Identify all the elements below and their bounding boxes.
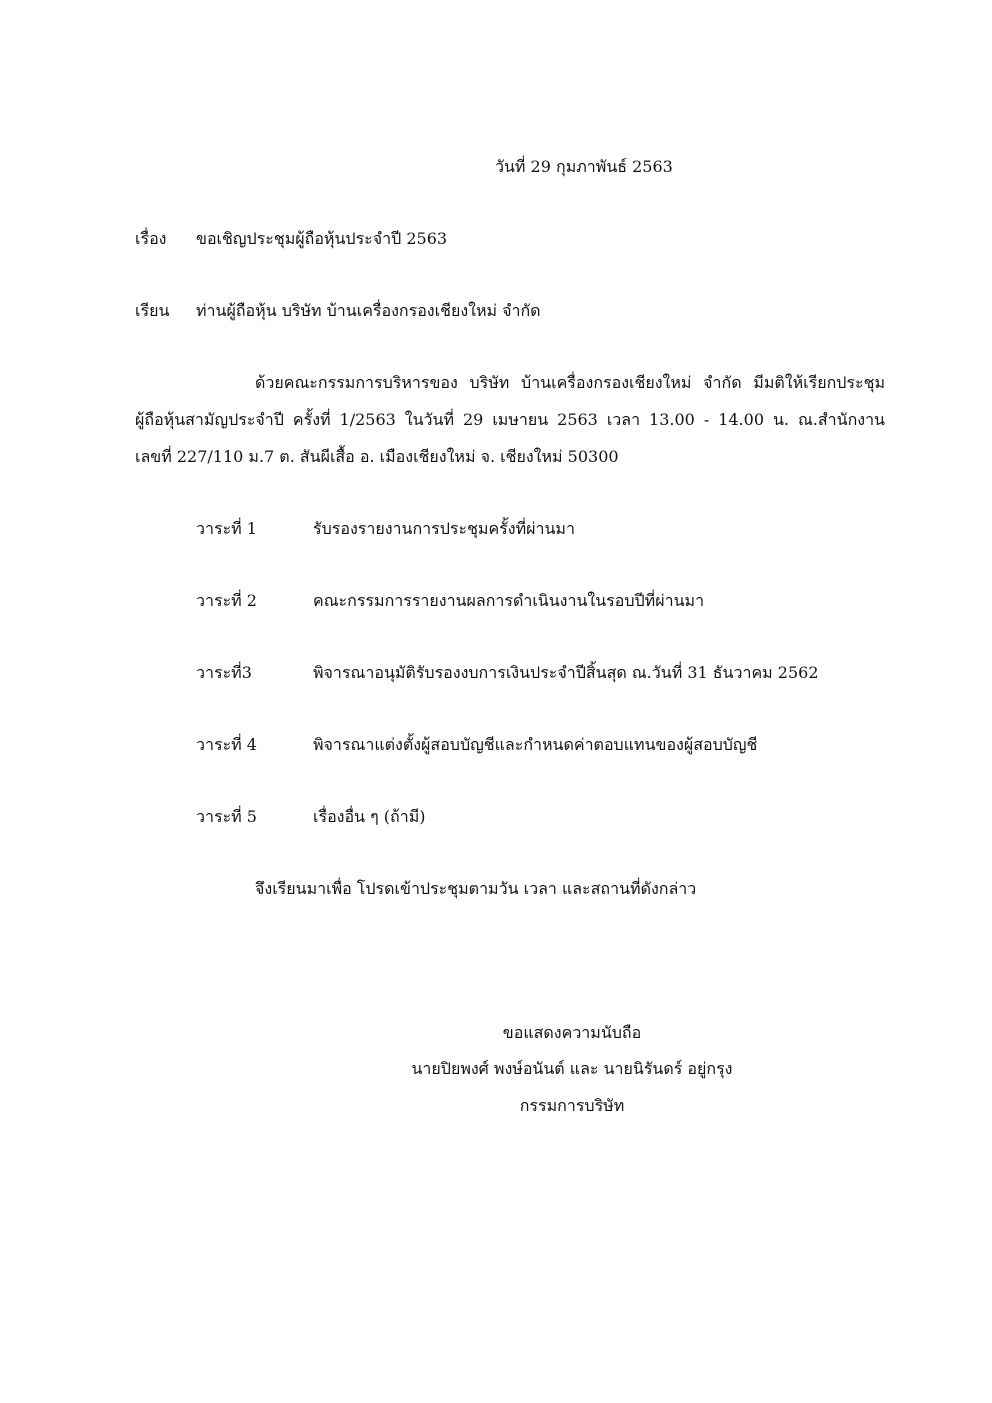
body-line-3: เลขที่ 227/110 ม.7 ต. สันผีเสื้อ อ. เมืองเชียงใหม่ จ. เชียงใหม่ 50300 bbox=[135, 447, 619, 466]
signature-regards: ขอแสดงความนับถือ bbox=[502, 1023, 642, 1042]
closing-sentence: จึงเรียนมาเพื่อ โปรดเข้าประชุมตามวัน เวลา และสถานที่ดังกล่าว bbox=[255, 879, 697, 898]
agenda-number-5: วาระที่ 5 bbox=[196, 807, 257, 826]
body-line-1: ด้วยคณะกรรมการบริหารของ บริษัท บ้านเครื่องกรองเชียงใหม่ จำกัด มีมติให้เรียกประชุม bbox=[255, 373, 885, 392]
recipient-text: ท่านผู้ถือหุ้น บริษัท บ้านเครื่องกรองเชียงใหม่ จำกัด bbox=[196, 301, 541, 320]
agenda-number-1: วาระที่ 1 bbox=[196, 519, 257, 538]
agenda-number-2: วาระที่ 2 bbox=[196, 591, 257, 610]
subject-text: ขอเชิญประชุมผู้ถือหุ้นประจำปี 2563 bbox=[196, 229, 448, 248]
subject-label: เรื่อง bbox=[135, 229, 167, 248]
agenda-text-2: คณะกรรมการรายงานผลการดำเนินงานในรอบปีที่ผ่านมา bbox=[313, 591, 705, 610]
agenda-text-3: พิจารณาอนุมัติรับรองงบการเงินประจำปีสิ้นสุด ณ.วันที่ 31 ธันวาคม 2562 bbox=[313, 663, 819, 682]
body-line-2: ผู้ถือหุ้นสามัญประจำปี ครั้งที่ 1/2563 ในวันที่ 29 เมษายน 2563 เวลา 13.00 - 14.00 น. ณ.สำนักงาน bbox=[135, 410, 885, 429]
recipient-label: เรียน bbox=[135, 301, 170, 320]
signature-names: นายปิยพงศ์ พงษ์อนันต์ และ นายนิรันดร์ อยู่กรุง bbox=[411, 1059, 733, 1078]
agenda-text-1: รับรองรายงานการประชุมครั้งที่ผ่านมา bbox=[313, 519, 575, 538]
letter-date: วันที่ 29 กุมภาพันธ์ 2563 bbox=[495, 157, 673, 176]
agenda-text-4: พิจารณาแต่งตั้งผู้สอบบัญชีและกำหนดค่าตอบแทนของผู้สอบบัญชี bbox=[313, 735, 758, 754]
agenda-number-3: วาระที่3 bbox=[196, 663, 252, 682]
agenda-number-4: วาระที่ 4 bbox=[196, 735, 257, 754]
agenda-text-5: เรื่องอื่น ๆ (ถ้ามี) bbox=[313, 807, 426, 826]
signature-position: กรรมการบริษัท bbox=[519, 1096, 625, 1115]
